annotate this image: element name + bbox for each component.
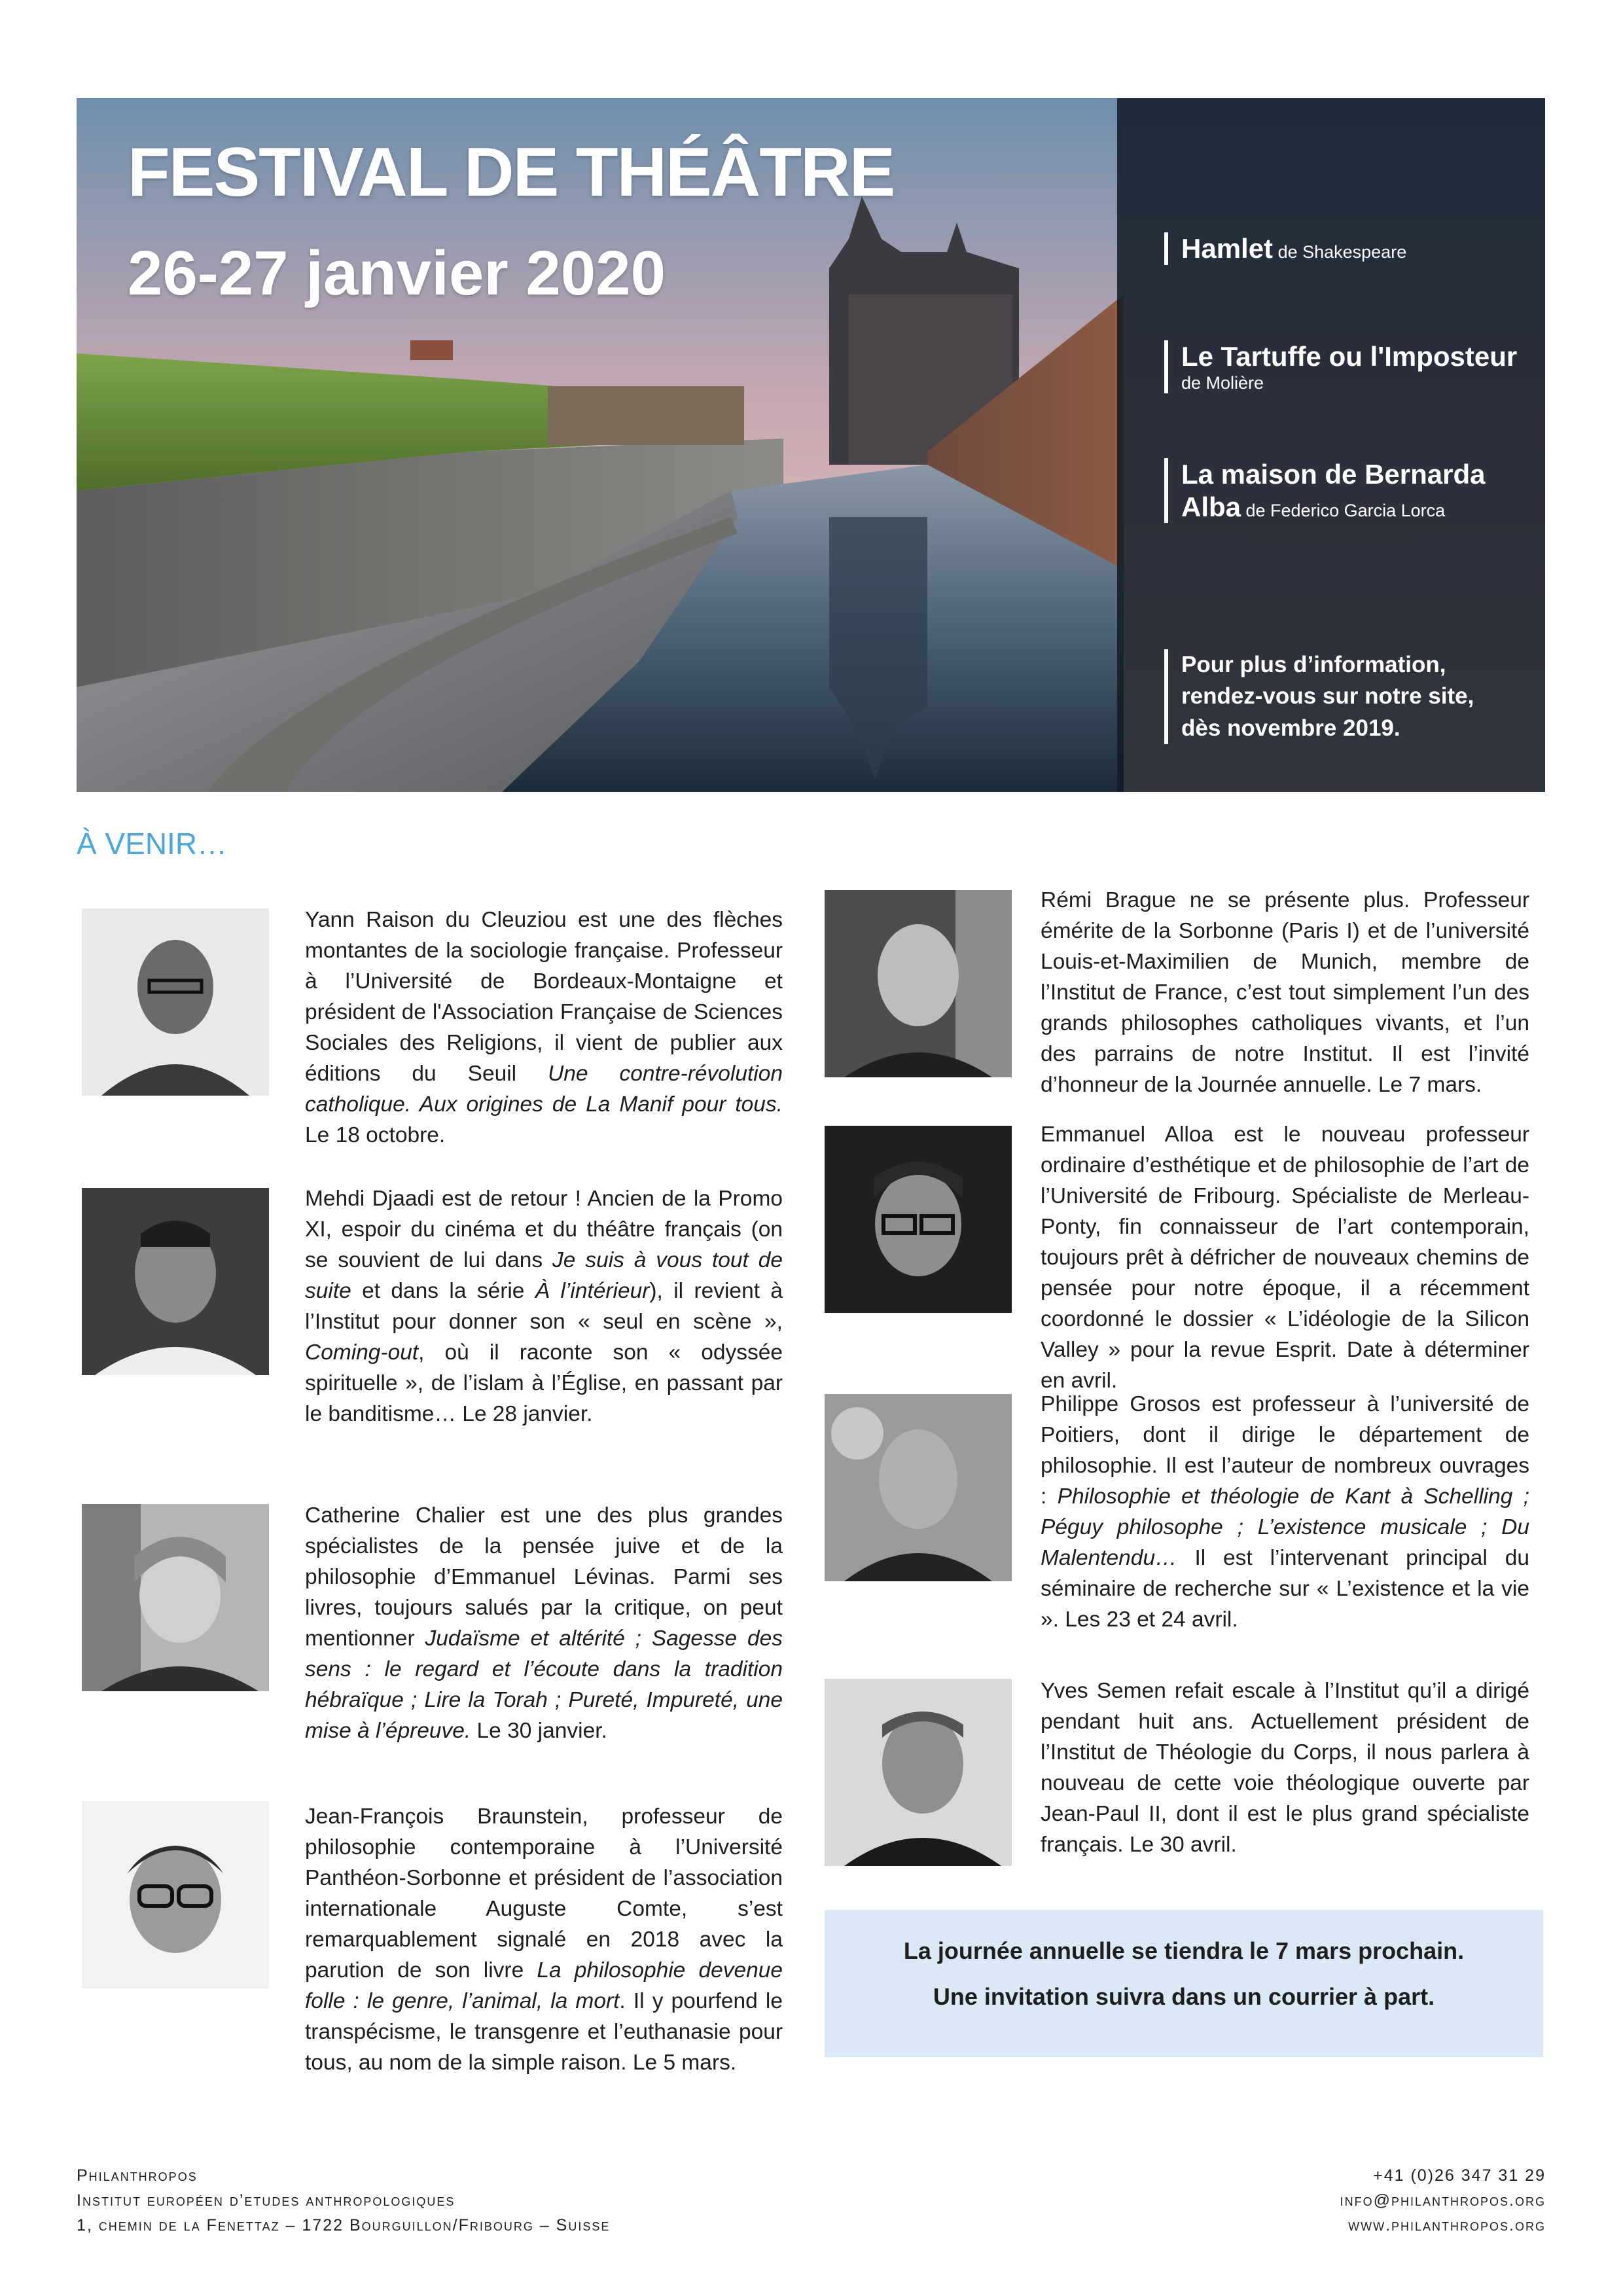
bio-text: Yann Raison du Cleuziou est une des flèches montantes de la sociologie française. Professeur à l’Université de Bordeaux-Montaigne et président de l'Association Française de Sciences Sociales des Religions, il vient de publier aux éditions du Seuil Une contre-révolution catholique. Aux origines de La Manif pour tous. Le 18 octobre.	[305, 908, 783, 1147]
institute-name: Institut européen d’etudes anthropologiques	[77, 2191, 455, 2210]
program-item-author: de Shakespeare	[1273, 242, 1407, 262]
hero-banner	[77, 98, 1545, 792]
footer-contact	[1340, 2163, 1546, 2238]
portrait-photo	[825, 1394, 1012, 1581]
portrait-photo	[82, 908, 269, 1096]
bio-text: Rémi Brague ne se présente plus. Professeur émérite de la Sorbonne (Paris I) et de l’université Louis-et-Maximilien de Munich, membre de l’Institut de France, c’est tout simplement l’un des grands philosophes catholiques vivants, et l’un des parrains de notre Institut. Il est l’invité d’honneur de la Journée annuelle. Le 7 mars.	[1041, 888, 1529, 1097]
bio-text: Jean-François Braunstein, professeur de philosophie contemporaine à l’Université Panthéon-Sorbonne et président de l’association internationale Auguste Comte, s’est remarquablement signalé en 2018 avec la parution de son livre La philosophie devenue folle : le genre, l’animal, la mort. Il y pourfend le transpécisme, le transgenre et l’euthanasie pour tous, au nom de la simple raison. Le 5 mars.	[305, 1804, 783, 2075]
bio-text: Emmanuel Alloa est le nouveau professeur ordinaire d’esthétique et de philosophie de l’art de l’Université de Fribourg. Spécialiste de Merleau-Ponty, fin connaisseur de l’art contemporain, toujours prêt à défricher de nouveaux chemins de pensée pour notre époque, il a récemment coordonné le dossier « L’idéologie de la Silicon Valley » pour la revue Esprit. Date à déterminer en avril.	[1041, 1122, 1529, 1393]
program-item-author: de Federico Garcia Lorca	[1241, 500, 1446, 520]
program-panel	[1117, 98, 1545, 792]
more-info-line: dès novembre 2019.	[1181, 715, 1400, 741]
bio-text: Mehdi Djaadi est de retour ! Ancien de la Promo XI, espoir du cinéma et du théâtre français (on se souvient de lui dans Je suis à vous tout de suite et dans la série À l’intérieur), il revient à l’Institut pour donner son « seul en scène », Coming-out, où il raconte son « odyssée spirituelle », de l’islam à l’Église, en passant par le banditisme… Le 28 janvier.	[305, 1187, 783, 1426]
portrait-photo	[82, 1504, 269, 1691]
festival-date: 26-27 janvier 2020	[128, 238, 666, 308]
postal-address: 1, chemin de la Fenettaz – 1722 Bourguillon/Fribourg – Suisse	[77, 2216, 611, 2234]
portrait-photo	[825, 1679, 1012, 1866]
section-title: À VENIR…	[77, 827, 228, 861]
program-item-title: La maison de Bernarda Alba	[1181, 459, 1486, 522]
more-info-line: rendez-vous sur notre site,	[1181, 683, 1474, 709]
portrait-photo	[825, 1126, 1012, 1313]
callout-line: Une invitation suivra dans un courrier à part.	[933, 1983, 1435, 2010]
email-link[interactable]: info@philanthropos.org	[1340, 2191, 1546, 2210]
portrait-photo	[82, 1801, 269, 1988]
program-item-author: de Molière	[1181, 372, 1264, 393]
callout-line: La journée annuelle se tiendra le 7 mars prochain.	[903, 1937, 1465, 1964]
bio-text: Catherine Chalier est une des plus grandes spécialistes de la pensée juive et de la philosophie d’Emmanuel Lévinas. Parmi ses livres, toujours salués par la critique, on peut mentionner Judaïsme et altérité ; Sagesse des sens : le regard et l’écoute dans la tradition hébraïque ; Lire la Torah ; Pureté, Impureté, une mise à l’épreuve. Le 30 janvier.	[305, 1503, 783, 1743]
portrait-photo	[82, 1188, 269, 1375]
festival-title: FESTIVAL DE THÉÂTRE	[128, 134, 895, 211]
more-info	[1164, 649, 1474, 744]
program-item-tartuffe	[1164, 340, 1517, 393]
more-info-line: Pour plus d’information,	[1181, 652, 1446, 677]
org-name: Philanthropos	[77, 2166, 198, 2185]
program-item-title: Hamlet	[1181, 233, 1274, 264]
website-link[interactable]: www.philanthropos.org	[1348, 2216, 1546, 2234]
program-item-title: Le Tartuffe ou l'Imposteur	[1181, 341, 1518, 372]
program-item-bernarda	[1164, 458, 1515, 523]
bio-text: Yves Semen refait escale à l’Institut qu’il a dirigé pendant huit ans. Actuellement président de l’Institut de Théologie du Corps, il nous parlera à nouveau de cette voie théologique ouverte par Jean-Paul II, dont il est le plus grand spécialiste français. Le 30 avril.	[1041, 1679, 1529, 1857]
phone-number: +41 (0)26 347 31 29	[1373, 2166, 1546, 2185]
footer-address	[77, 2163, 610, 2238]
portrait-photo	[825, 890, 1012, 1077]
program-item-hamlet	[1164, 232, 1406, 265]
bio-text: Philippe Grosos est professeur à l’université de Poitiers, dont il dirige le département de philosophie. Il est l’auteur de nombreux ouvrages : Philosophie et théologie de Kant à Schelling ; Péguy philosophe ; L’existence musicale ; Du Malentendu… Il est l’intervenant principal du séminaire de recherche sur « L’existence et la vie ». Les 23 et 24 avril.	[1041, 1392, 1529, 1632]
annual-day-callout	[825, 1910, 1543, 2057]
